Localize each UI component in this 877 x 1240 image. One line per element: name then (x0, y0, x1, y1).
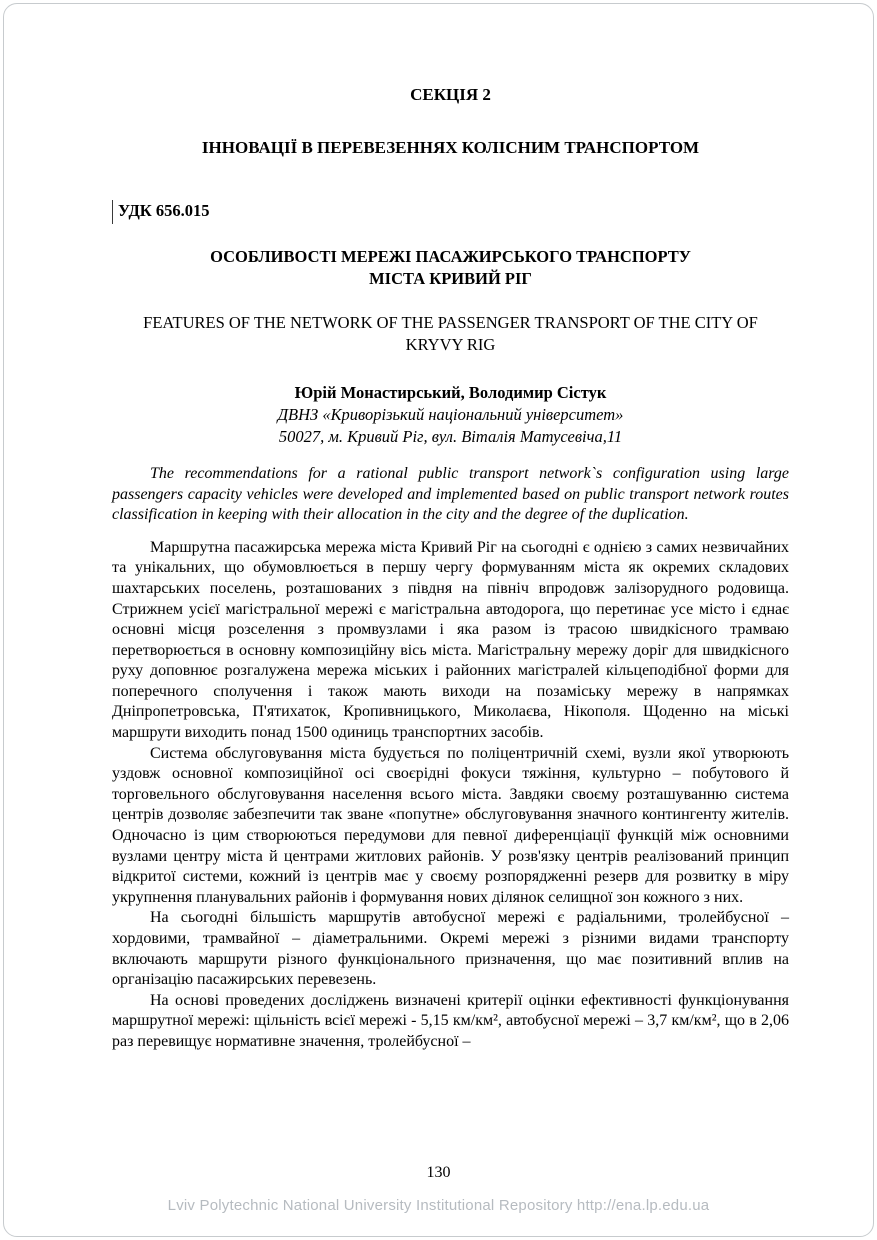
udc-row (112, 200, 789, 224)
article-title-uk-line1: ОСОБЛИВОСТІ МЕРЕЖІ ПАСАЖИРСЬКОГО ТРАНСПОРТУ (210, 247, 691, 267)
article-title-en-line2: KRYVY RIG (405, 335, 496, 355)
section-title: ІННОВАЦІЇ В ПЕРЕВЕЗЕННЯХ КОЛІСНИМ ТРАНСПОРТОМ (201, 138, 700, 157)
body-paragraph-2: Система обслуговування міста будується по поліцентричній схемі, вузли якої утворюють уздовж основної композиційної осі своєрідні фокуси тяжіння, культурно – побутового й торговельного обслуговування населення всього міста. Завдяки своєму розташуванню система центрів дозволяє забезпечити так зване «попутне» обслуговування значного контингенту жителів. Одночасно із цим створюються передумови для певної диференціації функцій між основними вузлами центру міста й центрами житлових районів. У розв'язку центрів реалізований принцип відкритої системи, кожний із центрів має у своєму розпорядженні резерв для розвитку в міру укрупнення планувальних районів і формування нових ділянок селищної зон кожного з них. (112, 744, 789, 906)
text-cursor-artifact (112, 200, 113, 224)
article-body (112, 538, 789, 1053)
section-header: СЕКЦІЯ 2 (410, 85, 491, 104)
authors-line: Юрій Монастирський, Володимир Сістук (294, 383, 607, 403)
article-title-en-line1: FEATURES OF THE NETWORK OF THE PASSENGER TRANSPORT OF THE CITY OF (143, 313, 758, 333)
body-paragraph-3: На сьогодні більшість маршрутів автобусної мережі є радіальними, тролейбусної – хордовими, трамвайної – діаметральними. Окремі мережі з різними видами транспорту включають маршрути різного функціонального призначення, що має позитивний вплив на організацію пасажирських перевезень. (112, 909, 789, 989)
body-paragraph-4: На основі проведених досліджень визначені критерії оцінки ефективності функціонування маршрутної мережі: щільність всієї мережі - 5,15 км/км², автобусної мережі – 3,7 км/км², що в 2,06 раз перевищує нормативне значення, тролейбусної – (112, 991, 789, 1050)
udc-number: УДК 656.015 (118, 201, 210, 220)
address-line: 50027, м. Кривий Ріг, вул. Віталія Матусевіча,11 (278, 427, 623, 447)
page-number: 130 (426, 1164, 451, 1181)
affiliation-line: ДВНЗ «Криворізький національний університет» (277, 405, 624, 425)
body-paragraph-1: Маршрутна пасажирська мережа міста Кривий Ріг на сьогодні є однією з самих незвичайних та унікальних, що обумовлюється в першу чергу формуванням міста як окремих складових шахтарських поселень, розташованих з півдня на північ впродовж залізорудного родовища. Стрижнем усієї магістральної мережі є магістральна автодорога, що перетинає усе місто і єднає основні місця розселення з промвузлами і яка разом із трасою швидкісного трамваю перетворюється в основну композиційну вісь міста. Магістральну мережу доріг для швидкісного руху доповнює розгалужена мережа міських і районних магістралей кільцеподібної форми для поперечного сполучення і також мають виходи на позаміську мережу в напрямках Дніпропетровська, П'ятихаток, Кропивницького, Миколаєва, Нікополя. Щоденно на міські маршрути виходить понад 1500 одиниць транспортних засобів. (112, 538, 789, 742)
article-title-en (112, 312, 789, 356)
article-title-uk-line2: МІСТА КРИВИЙ РІГ (369, 269, 532, 289)
abstract-en: The recommendations for a rational public transport network`s configuration using large passengers capacity vehicles were developed and implemented based on public transport network routes classification in keeping with their allocation in the city and the degree of the duplication. (112, 465, 789, 524)
repository-watermark: Lviv Polytechnic National University Institutional Repository http://ena.lp.edu.ua (167, 1197, 710, 1214)
article-title-uk (112, 246, 789, 290)
